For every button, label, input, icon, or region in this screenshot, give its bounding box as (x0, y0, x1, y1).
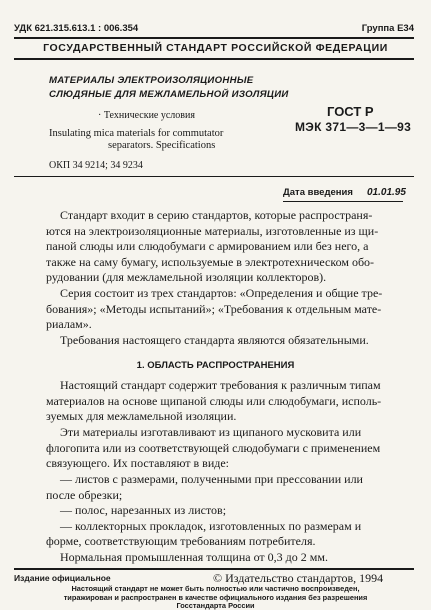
text-line: паной слюды или слюдобумаги с армированием или без него, а (46, 239, 369, 254)
doc-title-line1: МАТЕРИАЛЫ ЭЛЕКТРОИЗОЛЯЦИОННЫЕ (49, 75, 254, 86)
english-title-line2: separators. Specifications (108, 140, 216, 151)
list-item: форме, соответствующим требованиям потребителя. (46, 534, 316, 549)
text-line: риалам». (46, 317, 92, 332)
text-line: Эти материалы изготавливают из щипаного мусковита или (60, 425, 362, 439)
text-line: Требования настоящего стандарта являются обязательными. (60, 333, 369, 347)
section-paragraph-3 (46, 550, 402, 566)
intro-paragraph-2 (46, 286, 402, 333)
gost-number: МЭК 371—3—1—93 (295, 120, 412, 134)
header-rule-bottom (14, 58, 414, 60)
section-paragraph-1 (46, 378, 402, 425)
text-line: Нормальная промышленная толщина от 0,3 до 2 мм. (60, 550, 328, 564)
gost-label: ГОСТ Р (327, 104, 374, 119)
standard-title: ГОСУДАРСТВЕННЫЙ СТАНДАРТ РОССИЙСКОЙ ФЕДЕРАЦИИ (43, 42, 388, 54)
intro-paragraph-3 (46, 333, 402, 349)
list-item: — коллекторных прокладок, изготовленных по размерам и (60, 518, 362, 533)
footer-rule (14, 568, 414, 570)
notice-line-1: Настоящий стандарт не может быть полностью или частично воспроизведен, (71, 584, 360, 593)
list-item: — листов с размерами, полученными при прессовании или (60, 472, 363, 486)
okp-code: ОКП 34 9214; 34 9234 (49, 160, 143, 171)
text-line: ются на электроизоляционные материалы, изготовленные из щи- (46, 223, 379, 238)
text-line: зуемых для межламельной изоляции. (46, 409, 237, 424)
group-code: Группа Е34 (361, 23, 414, 34)
doc-title-line2: СЛЮДЯНЫЕ ДЛЯ МЕЖЛАМЕЛЬНОЙ ИЗОЛЯЦИИ (49, 89, 289, 100)
copyright: © Издательство стандартов, 1994 (213, 571, 384, 585)
section-paragraph-2 (46, 425, 402, 472)
text-line: рудовании (для межламельной изоляции коллекторов). (46, 270, 327, 285)
title-block-rule (14, 176, 414, 177)
text-line: материалов на основе щипаной слюды или слюдобумаги, исполь- (46, 393, 382, 408)
date-label: Дата введения (283, 187, 353, 198)
list-item: после обрезки; (46, 487, 123, 502)
udk-code: УДК 621.315.613.1 : 006.354 (14, 23, 139, 34)
notice-line-3: Госстандарта России (176, 601, 255, 610)
english-title-line1: Insulating mica materials for commutator (49, 128, 224, 139)
text-line: Настоящий стандарт содержит требования к различным типам (60, 378, 381, 392)
text-line: связующего. Их поставляют в виде: (46, 456, 230, 471)
text-line: флогопита или из соответствующей слюдобумаги с применением (46, 440, 381, 455)
text-line: также на саму бумагу, используемые в электротехническом обо- (46, 254, 375, 269)
text-line: Серия состоит из трех стандартов: «Определения и общие тре- (60, 286, 383, 300)
date-value: 01.01.95 (367, 187, 406, 198)
list-item: — полос, нарезанных из листов; (60, 503, 227, 518)
header-rule-top (14, 37, 414, 39)
text-line: Стандарт входит в серию стандартов, которые распространя- (60, 208, 373, 222)
text-line: бования»; «Методы испытаний»; «Требования к отдельным мате- (46, 301, 382, 316)
section-list (46, 472, 402, 550)
edition-label: Издание официальное (14, 573, 111, 583)
date-underline (283, 201, 403, 202)
intro-paragraph-1 (46, 208, 402, 286)
section-heading: 1. ОБЛАСТЬ РАСПРОСТРАНЕНИЯ (136, 360, 295, 371)
doc-subtitle: · Технические условия (98, 110, 195, 121)
notice-line-2: тиражирован и распространен в качестве официального издания без разрешения (63, 593, 368, 602)
